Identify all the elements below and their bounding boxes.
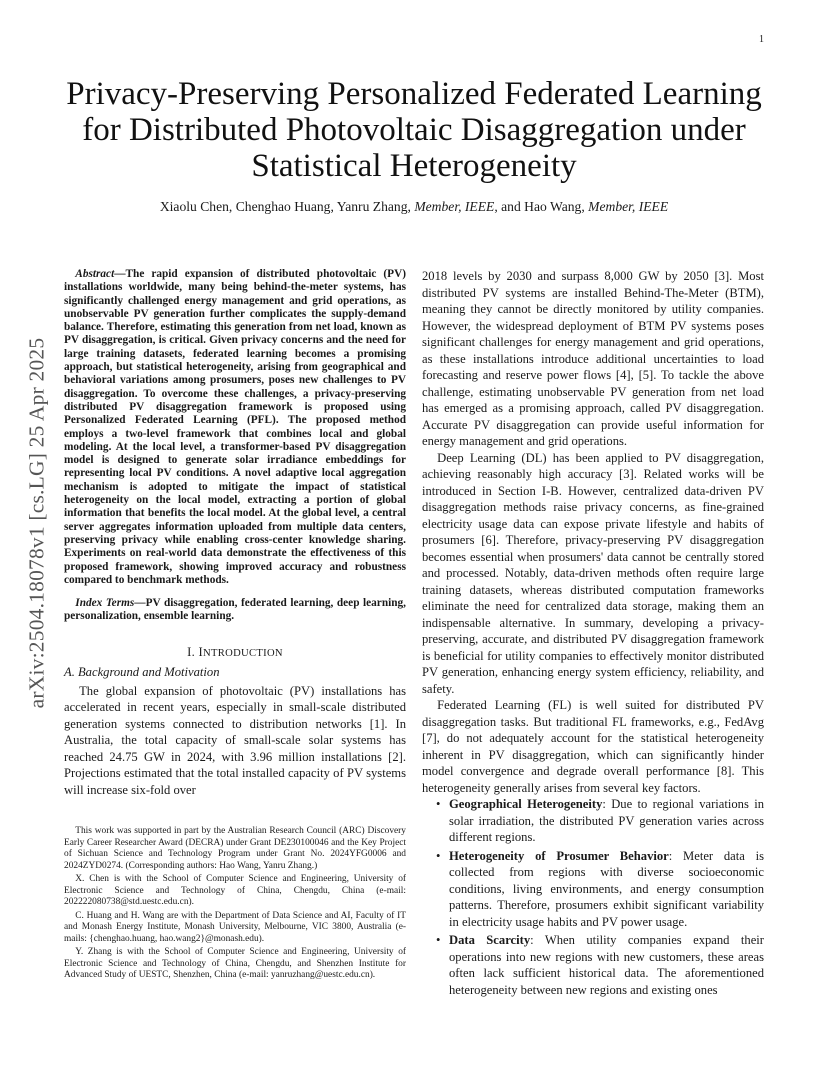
arxiv-sidebar (22, 286, 52, 760)
body-paragraph: 2018 levels by 2030 and surpass 8,000 GW by 2050 [3]. Most distributed PV systems are installed Behind-The-Meter (BTM), meaning they cannot be directly monitored by utility companies. However, the widespread deployment of BTM PV systems poses significant challenges for energy management and grid operations, as these installations introduce additional uncertainties to load forecasting and reserve power flows [4], [5]. To tackle the above challenge, estimating unobservable PV generation from net load has emerged as a promising approach, called PV disaggregation. Accurate PV disaggregation can provide useful information for energy management and grid operations. (422, 269, 764, 448)
bullet-item (422, 848, 764, 931)
bullet-list (422, 796, 764, 998)
bullet-item (422, 932, 764, 998)
footnote: X. Chen is with the School of Computer Science and Engineering, University of Electronic Science and Technology of China, Chengdu, China (e-mail: 202222080738@std.uestc.edu.cn). (64, 874, 406, 907)
subsection-heading: A. Background and Motivation (64, 665, 220, 680)
author-list (40, 199, 788, 215)
abstract-label: Abstract (75, 268, 115, 280)
bullet-term: Data Scarcity (449, 933, 531, 947)
body-paragraph: Deep Learning (DL) has been applied to PV disaggregation, achieving reasonably high accuracy [3]. Related works will be introduced in Section I-B. However, centralized data-driven PV disaggregation methods raise privacy concerns, as fine-grained electricity usage data can expose private lifestyle and habits of prosumers [6]. Therefore, privacy-preserving PV disaggregation becomes essential when prosumers' data cannot be centrally stored and processed. Notably, data-driven methods often require large training datasets, whereas distributed computation frameworks eliminate the need for centralized data storage, making them an indispensable alternative. In summary, developing a privacy-preserving, accurate, and distributed PV disaggregation framework is beneficial for utility companies to effectively monitor distributed PV generation, enhancing energy system efficiency, reliability, and safety. (422, 450, 764, 696)
bullet-icon: • (436, 797, 441, 811)
footnote: Y. Zhang is with the School of Computer Science and Engineering, University of Electronic Science and Technology of China, Chengdu, and Shenzhen Institute for Advanced Study of UESTC, Shenzhen, China (e-mail: yanruzhang@uestc.edu.cn). (64, 947, 406, 980)
bullet-text: : Due to regional variations in solar irradiation, the distributed PV generation varies across different regions. (449, 797, 764, 844)
bullet-icon: • (436, 933, 441, 947)
right-column (422, 268, 764, 1000)
footnotes (64, 826, 406, 984)
author-role: Member, IEEE (588, 199, 669, 214)
title-line: Statistical Heterogeneity (251, 148, 577, 184)
abstract (64, 268, 406, 587)
body-paragraph: Federated Learning (FL) is well suited for distributed PV disaggregation tasks. But traditional FL frameworks, e.g., FedAvg [7], do not adequately account for the statistical heterogeneity inherent in PV disaggregation, which can significantly hinder model convergence and degrade overall performance [8]. This heterogeneity generally arises from several key factors. (422, 698, 764, 795)
index-terms (64, 597, 406, 624)
abstract-text: —The rapid expansion of distributed photovoltaic (PV) installations worldwide, many being behind-the-meter systems, has significantly challenged energy management and grid operations, as unobservable PV generation further complicates the supply-demand balance. Therefore, estimating this generation from net load, known as PV disaggregation, is critical. Given privacy concerns and the need for large training datasets, federated learning becomes a promising approach, but statistical heterogeneity, arising from geographical and behavioral variations among prosumers, poses new challenges to PV disaggregation. To overcome these challenges, a privacy-preserving distributed PV disaggregation framework is proposed using Personalized Federated Learning (PFL). The proposed method employs a two-level framework that combines local and global modeling. At the local level, a transformer-based PV disaggregation model is designed to generate solar irradiance embeddings for representing local PV conditions. A novel adaptive local aggregation mechanism is adopted to mitigate the impact of statistical heterogeneity on the local model, extracting a portion of global information that benefits the local model. At the global level, a central server aggregates information uploaded from multiple data centers, preserving privacy while enabling cross-center knowledge sharing. Experiments on real-world data demonstrate the effectiveness of this proposed framework, showing improved accuracy and robustness compared to benchmark methods. (64, 268, 406, 586)
index-terms-label: Index Terms (75, 597, 135, 610)
body-paragraph: The global expansion of photovoltaic (PV) installations has accelerated in recent years, especially in small-scale distributed generation systems connected to distribution networks [1]. In Australia, the total capacity of small-scale solar systems has reached 24.75 GW in 2024, with 3.96 million installations [2]. Projections estimated that the total installed capacity of PV systems will increase six-fold over (64, 683, 406, 797)
section-number: I. (187, 644, 199, 659)
bullet-term: Geographical Heterogeneity (449, 797, 603, 811)
page-number: 1 (759, 34, 764, 45)
bullet-text: : Meter data is collected from regions with diverse socioeconomic conditions, living environments, and energy consumption patterns. Therefore, prosumers exhibit significant variability in electricity usage habits and PV power usage. (449, 848, 765, 929)
index-terms-text: —PV disaggregation, federated learning, deep learning, personalization, ensemble learning. (64, 597, 406, 623)
bullet-text: : When utility companies expand their operations into new regions with new customers, these areas often lack sufficient historical data. The aforementioned heterogeneity between new regions and existing ones (449, 933, 764, 997)
title-line: Privacy-Preserving Personalized Federated Learning (66, 76, 762, 112)
section-title-rest: NTRODUCTION (203, 647, 283, 659)
paper-title (40, 76, 788, 184)
bullet-item (422, 796, 764, 846)
left-column (64, 268, 406, 798)
arxiv-identifier[interactable]: arXiv:2504.18078v1 [cs.LG] 25 Apr 2025 (24, 337, 49, 709)
footnote: C. Huang and H. Wang are with the Department of Data Science and AI, Faculty of IT and Monash Energy Institute, Monash University, Melbourne, VIC 3800, Australia (e-mails: {chenghao.huang, hao.wang2}@monash.edu). (64, 910, 406, 944)
author-names: , and Hao Wang, (494, 199, 589, 214)
section-heading (64, 644, 406, 663)
title-line: for Distributed Photovoltaic Disaggregation under (82, 112, 746, 148)
author-names: Xiaolu Chen, Chenghao Huang, Yanru Zhang, (159, 199, 415, 214)
section-initial: I (198, 644, 204, 659)
author-role: Member, IEEE (414, 199, 495, 214)
bullet-icon: • (436, 848, 441, 863)
bullet-term: Heterogeneity of Prosumer Behavior (449, 848, 669, 863)
footnote: This work was supported in part by the Australian Research Council (ARC) Discovery Early Career Researcher Award (DECRA) under Grant DE230100046 and the Key Project of Sichuan Science and Technology Program under Grant No. 2024YFG0006 and 2024ZYD0274. (Corresponding authors: Hao Wang, Yanru Zhang.) (64, 826, 406, 871)
